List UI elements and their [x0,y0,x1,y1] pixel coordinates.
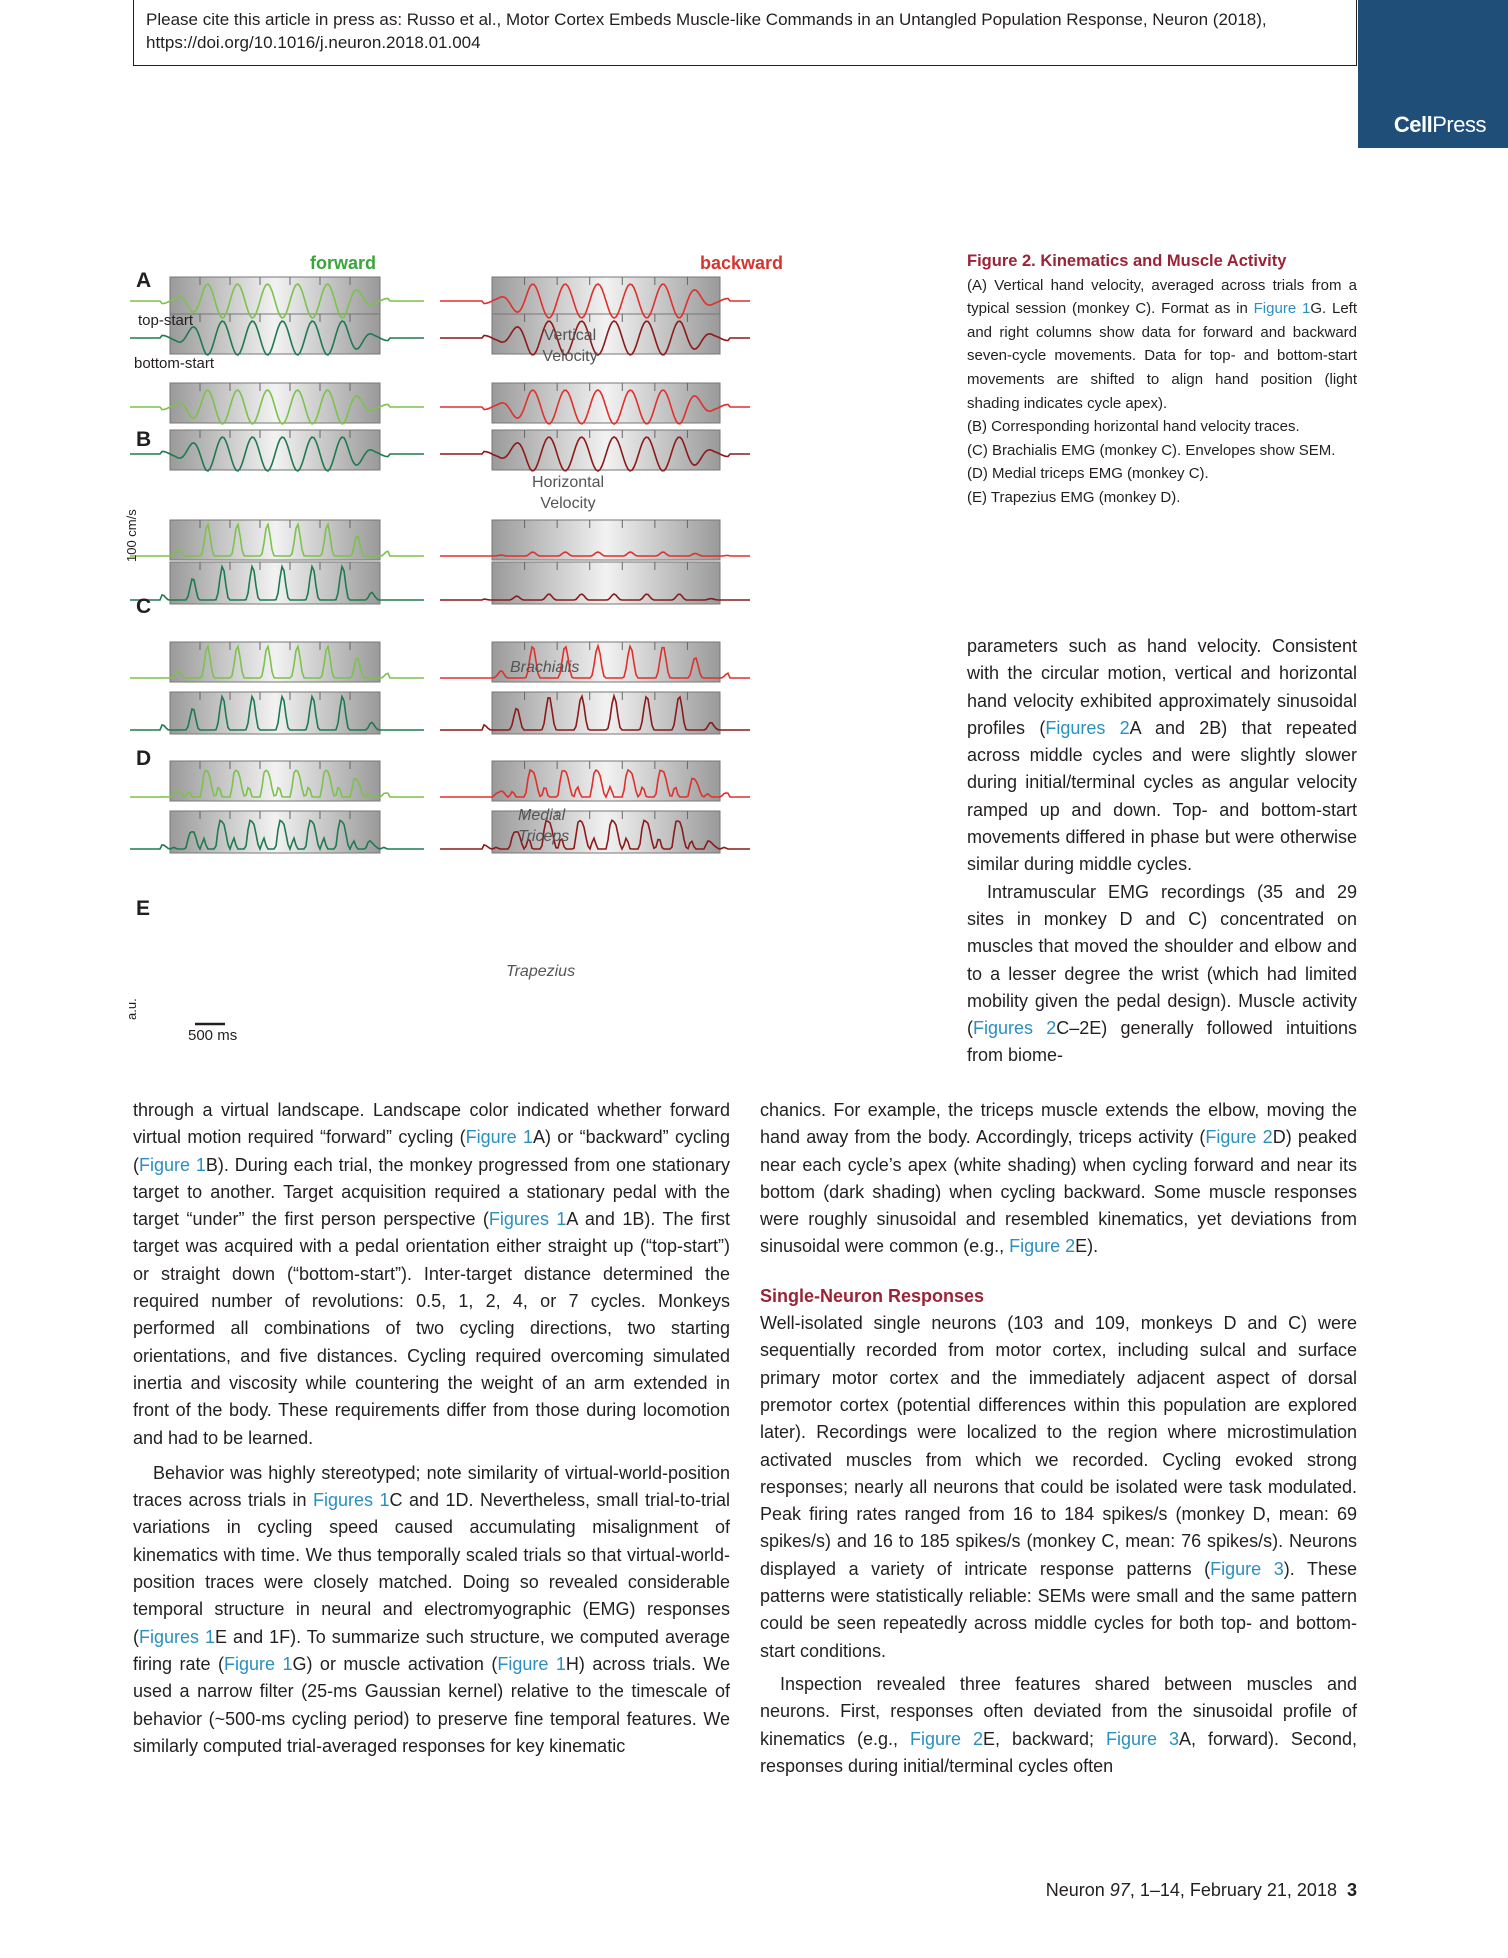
figure-link[interactable]: Figures 2 [1045,717,1130,738]
forward-heading: forward [310,253,377,273]
cellpress-logo [1358,0,1508,148]
panel-label-a: A [136,269,152,292]
emg-scale-label: a.u. [124,998,139,1020]
figure-link[interactable]: Figure 1 [497,1653,566,1674]
panel-label-e: E [136,897,151,920]
cycle-shading-box [492,520,720,560]
caption-c: (C) Brachialis EMG (monkey C). Envelopes show SEM. [967,441,1336,459]
citation-text: Please cite this article in press as: Russo et al., Motor Cortex Embeds Muscle-like Commands in an Untangled Population Response, Neuron (2018), https://doi.org/10.1016/j.neuron.2018.01.004 [146,10,1267,52]
label-medial-triceps: Medial Triceps [518,807,570,845]
cellpress-logo-text: CellPress [1393,112,1486,137]
label-trapezius: Trapezius [506,963,576,980]
figure-2 [124,245,950,1045]
body-right-top [967,633,1357,1070]
panel-label-c: C [136,595,152,618]
paragraph: parameters such as hand velocity. Consistent with the circular motion, vertical and horizontal hand velocity exhibited approximately sinusoidal profiles (Figures 2A and 2B) that repeated across middle cycles and were slightly slower during initial/terminal cycles as angular velocity ramped up and down. Top- and bottom-start movements differed in phase but were otherwise similar during middle cycles. [967,636,1357,875]
section-heading: Single-Neuron Responses [760,1285,985,1306]
paragraph: chanics. For example, the triceps muscle extends the elbow, moving the hand away from the body. Accordingly, triceps activity (Figure 2D) peaked near each cycle’s apex (white shading) when cycling forward and near its bottom (dark shading) when cycling backward. Some muscle responses were roughly sinusoidal and resembled kinematics, yet deviations from sinusoidal were common (e.g., Figure 2E). [760,1100,1357,1257]
figure-link[interactable]: Figure 1 [465,1127,533,1148]
figure-link[interactable]: Figure 2 [1009,1236,1076,1257]
figure-link[interactable]: Figure 1 [223,1653,293,1674]
paragraph: Intramuscular EMG recordings (35 and 29 sites in monkey D and C) concentrated on muscles that moved the shoulder and elbow and to a lesser degree the wrist (which had limited mobility given the pedal design). Muscle activity (Figures 2C–2E) generally followed intuitions from biome- [967,881,1357,1066]
panel-label-d: D [136,747,152,770]
backward-heading: backward [700,253,784,273]
cycle-shading-box [492,562,720,604]
figure-link[interactable]: Figure 2 [1205,1127,1273,1148]
figure-caption [967,250,1357,510]
caption-e: (E) Trapezius EMG (monkey D). [967,488,1181,506]
caption-a: (A) Vertical hand velocity, averaged across trials from a typical session (monkey C). Format as in Figure 1G. Left and right columns show data for forward and backward seven-cycle movements. Data for top- and bottom-start movements are shifted to align hand position (light shading indicates cycle apex). [967,276,1358,412]
figure-link[interactable]: Figures 1 [312,1490,390,1511]
label-horizontal-velocity: Horizontal Velocity [531,474,605,512]
page-footer: Neuron 97, 1–14, February 21, 2018 3 [1045,1880,1357,1900]
row-label-top-start: top-start [138,312,194,329]
caption-title: Figure 2. Kinematics and Muscle Activity [967,252,1287,270]
label-brachialis: Brachialis [510,659,580,676]
figure-link[interactable]: Figures 1 [139,1626,216,1647]
panel-label-b: B [136,428,152,451]
paragraph: Behavior was highly stereotyped; note similarity of virtual-world-position traces across trials in Figures 1C and 1D. Nevertheless, small trial-to-trial variations in cycling speed caused accumulating misalignment of kinematics with time. We thus temporally scaled trials so that virtual-world-position traces were closely matched. Doing so revealed considerable temporal structure in neural and electromyographic (EMG) responses (Figures 1E and 1F). To summarize such structure, we computed average firing rate (Figure 1G) or muscle activation (Figure 1H) across trials. We used a narrow filter (25-ms Gaussian kernel) relative to the timescale of behavior (~500-ms cycling period) to preserve fine temporal features. We similarly computed trial-averaged responses for key kinematic [133,1462,730,1756]
paragraph: through a virtual landscape. Landscape color indicated whether forward virtual motion required “forward” cycling (Figure 1A) or “backward” cycling (Figure 1B). During each trial, the monkey progressed from one stationary target to another. Target acquisition required a stationary pedal with the target “under” the first person perspective (Figures 1A and 1B). The first target was acquired with a pedal orientation either straight up (“top-start”) or straight down (“bottom-start”). Inter-target distance determined the required number of revolutions: 0.5, 1, 2, 4, or 7 cycles. Monkeys performed all combinations of two cycling directions, two starting orientations, and five distances. Cycling required overcoming simulated inertia and viscosity while countering the weight of an arm extended in front of the body. These requirements differ from those during locomotion and had to be learned. [133,1100,731,1448]
caption-b: (B) Corresponding horizontal hand velocity traces. [967,418,1300,436]
caption-d: (D) Medial triceps EMG (monkey C). [967,465,1209,483]
figure-link[interactable]: Figures 2 [973,1018,1057,1039]
label-vertical-velocity: Vertical Velocity [542,327,598,365]
figure-link[interactable]: Figures 1 [488,1209,567,1230]
row-label-bottom-start: bottom-start [134,355,215,372]
caption-figure-link[interactable]: Figure 1 [1253,300,1311,318]
page-number: 3 [1346,1880,1357,1900]
paragraph: Inspection revealed three features shared between muscles and neurons. First, responses often deviated from the sinusoidal profile of kinematics (e.g., Figure 2E, backward; Figure 3A, forward). Second, responses during initial/terminal cycles often [760,1673,1357,1776]
body-right-column [760,1097,1357,1780]
figure-link[interactable]: Figure 3 [1210,1558,1284,1579]
figure-link[interactable]: Figure 3 [1105,1728,1179,1749]
paragraph: Well-isolated single neurons (103 and 109, monkeys D and C) were sequentially recorded from motor cortex, including sulcal and surface primary motor cortex and the immediately adjacent aspect of dorsal premotor cortex (potential differences within this population are explored later). Recordings were localized to the region where microstimulation activated muscles from which we recorded. Cycling evoked strong responses; nearly all neurons that could be isolated were task modulated. Peak firing rates ranged from 16 to 184 spikes/s (monkey D, mean: 69 spikes/s) and 16 to 185 spikes/s (monkey C, mean: 76 spikes/s). Neurons displayed a variety of intricate response patterns (Figure 3). These patterns were statistically reliable: SEMs were small and the same pattern could be seen repeatedly across middle cycles for both top- and bottom-start conditions. [760,1313,1357,1661]
body-left-column [133,1097,730,1760]
figure-link[interactable]: Figure 1 [139,1154,206,1175]
time-scale-label: 500 ms [188,1027,238,1044]
velocity-scale-label: 100 cm/s [124,509,139,562]
figure-link[interactable]: Figure 2 [909,1728,983,1749]
citation-box [133,0,1357,66]
